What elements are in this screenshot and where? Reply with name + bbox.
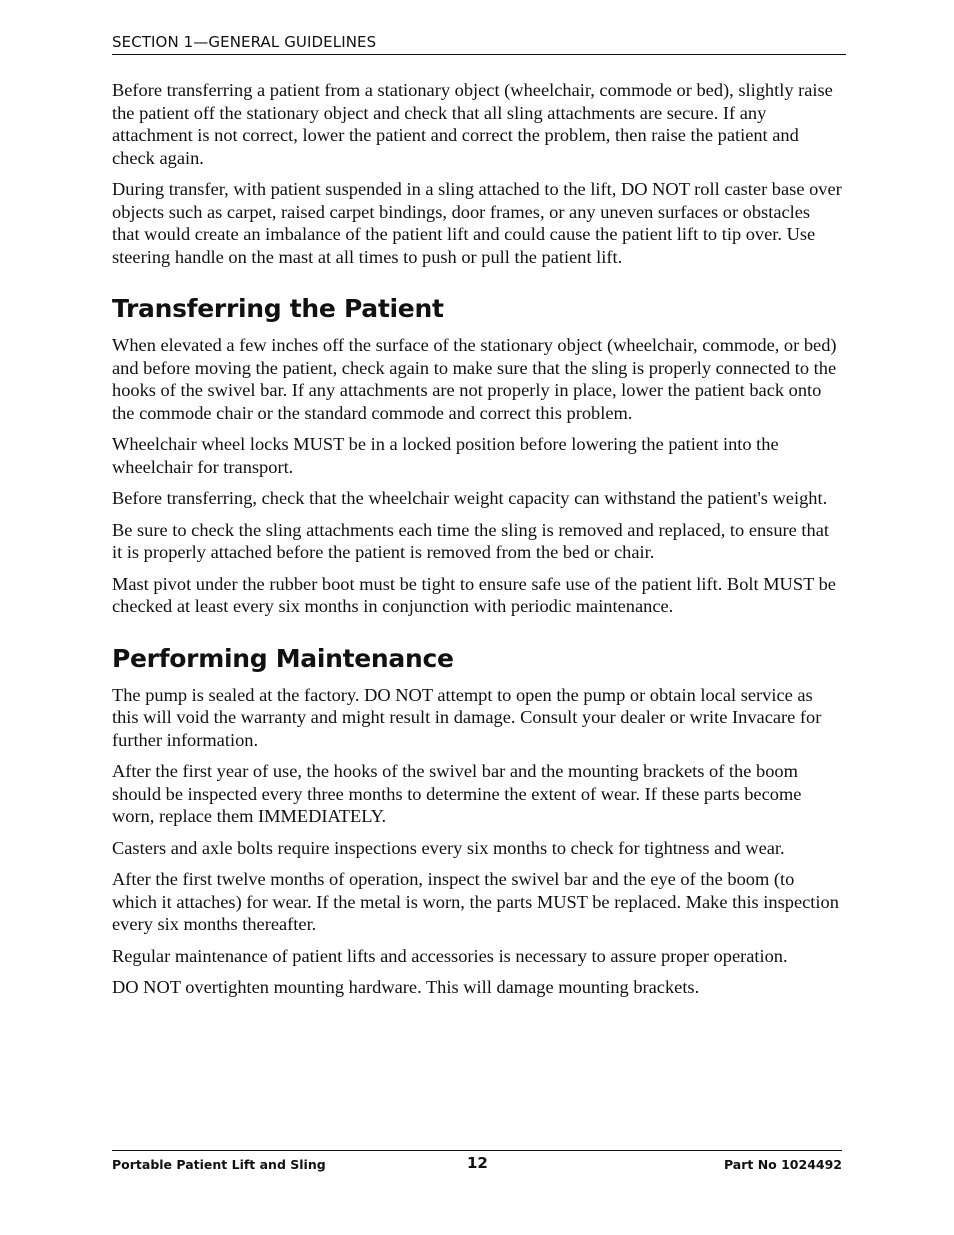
maintenance-paragraph-5: Regular maintenance of patient lifts and accessories is necessary to assure proper operation. bbox=[112, 945, 788, 966]
transferring-paragraph-2: Wheelchair wheel locks MUST be in a locked position before lowering the patient into the wheelchair for transport. bbox=[112, 434, 779, 477]
transferring-paragraph-3: Before transferring, check that the wheelchair weight capacity can withstand the patient's weight. bbox=[112, 488, 828, 508]
transferring-heading: Transferring the Patient bbox=[112, 294, 444, 323]
page-content bbox=[112, 79, 842, 1008]
maintenance-paragraph-4: After the first twelve months of operation, inspect the swivel bar and the eye of the boom (to which it attaches) for wear. If the metal is worn, the parts MUST be replaced. Make this inspection every six months thereafter. bbox=[112, 869, 839, 934]
maintenance-paragraph-6: DO NOT overtighten mounting hardware. This will damage mounting brackets. bbox=[112, 977, 700, 997]
maintenance-paragraph-1: The pump is sealed at the factory. DO NOT attempt to open the pump or obtain local service as this will void the warranty and might result in damage. Consult your dealer or write Invacare for further information. bbox=[112, 684, 822, 750]
maintenance-paragraph-2: After the first year of use, the hooks of the swivel bar and the mounting brackets of the boom should be inspected every three months to determine the extent of wear. If these parts become worn, replace them IMMEDIATELY. bbox=[112, 761, 802, 826]
section-header bbox=[112, 33, 846, 55]
transferring-paragraph-5: Mast pivot under the rubber boot must be tight to ensure safe use of the patient lift. Bolt MUST be checked at least every six months in conjunction with periodic maintenance. bbox=[112, 573, 836, 616]
page-number: 12 bbox=[467, 1154, 488, 1172]
transferring-paragraph-1: When elevated a few inches off the surface of the stationary object (wheelchair, commode, or bed) and before moving the patient, check again to make sure that the sling is properly connected to the hooks of the swivel bar. If any attachments are not properly in place, lower the patient back onto the commode chair or the standard commode and correct this problem. bbox=[112, 335, 837, 423]
intro-paragraph-2: During transfer, with patient suspended in a sling attached to the lift, DO NOT roll caster base over objects such as carpet, raised carpet bindings, door frames, or any uneven surfaces or obstacles that would create an imbalance of the patient lift and could cause the patient lift to tip over. Use steering handle on the mast at all times to push or pull the patient lift. bbox=[112, 179, 842, 267]
footer-part-number: Part No 1024492 bbox=[723, 1157, 842, 1172]
intro-paragraph-1: Before transferring a patient from a stationary object (wheelchair, commode or bed), slightly raise the patient off the stationary object and check that all sling attachments are secure. If any attachment is not correct, lower the patient and correct the problem, then raise the patient and check again. bbox=[112, 80, 833, 168]
page-footer bbox=[112, 1150, 842, 1172]
maintenance-paragraph-3: Casters and axle bolts require inspections every six months to check for tightness and wear. bbox=[112, 837, 785, 858]
footer-product-name: Portable Patient Lift and Sling bbox=[112, 1157, 326, 1172]
maintenance-heading: Performing Maintenance bbox=[112, 643, 454, 673]
section-title: SECTION 1—GENERAL GUIDELINES bbox=[112, 33, 377, 51]
transferring-paragraph-4: Be sure to check the sling attachments each time the sling is removed and replaced, to ensure that it is properly attached before the patient is removed from the bed or chair. bbox=[112, 519, 829, 562]
